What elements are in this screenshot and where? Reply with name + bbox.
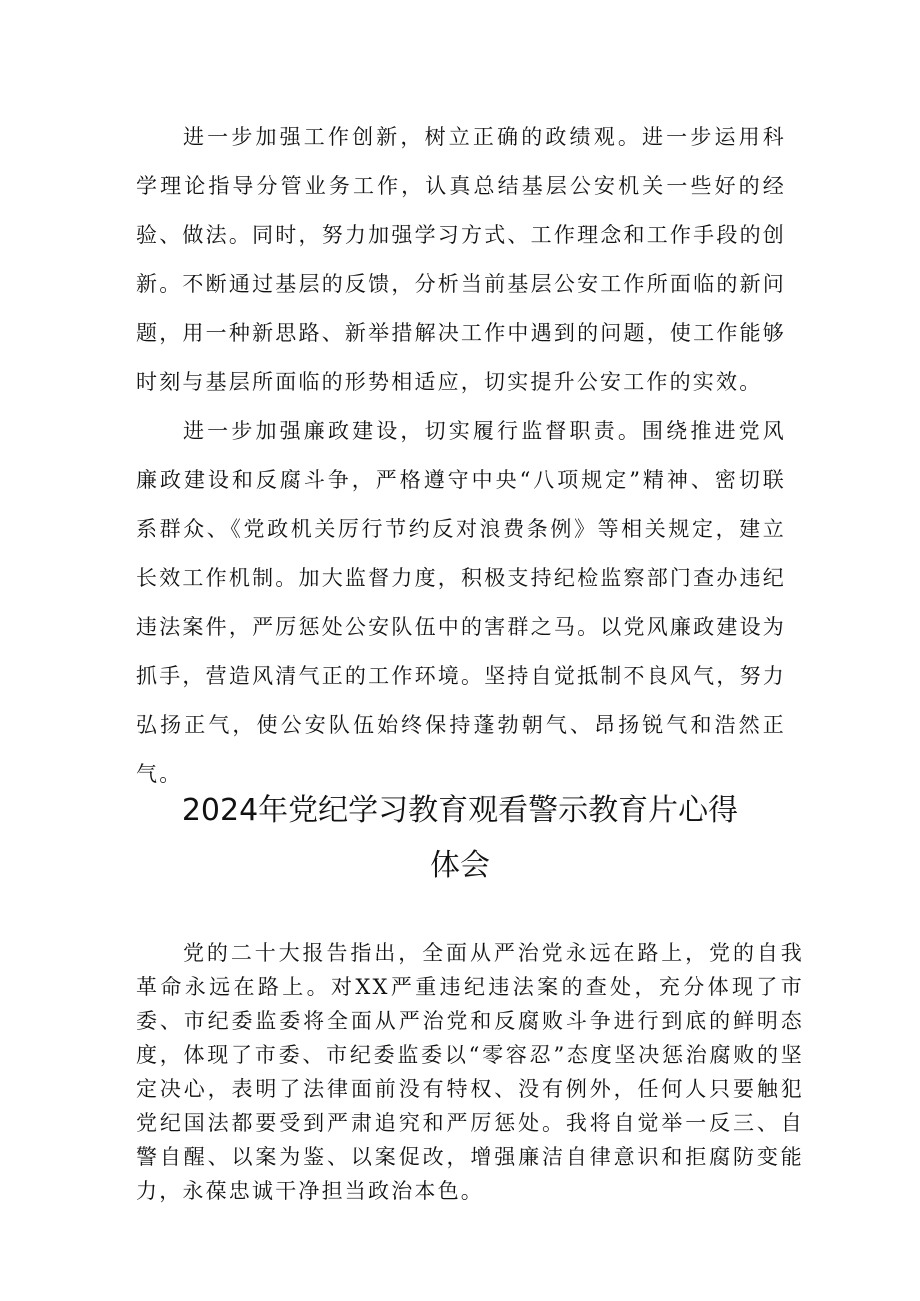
article-title	[130, 783, 790, 893]
paragraph-text: 进一步加强工作创新，树立正确的政绩观。进一步运用科学理论指导分管业务工作，认真总结基层公安机关一些好的经验、做法。同时，努力加强学习方式、工作理念和工作手段的创新。不断通过基层的反馈，分析当前基层公安工作所面临的新问题，用一种新思路、新举措解决工作中遇到的问题，使工作能够时刻与基层所面临的形势相适应，切实提升公安工作的实效。	[136, 125, 786, 394]
title-line-1: 2024年党纪学习教育观看警示教育片心得	[181, 793, 739, 828]
paragraph-text: 进一步加强廉政建设，切实履行监督职责。围绕推进党风廉政建设和反腐斗争，严格遵守中央“八项规定”精神、密切联系群众、《党政机关厉行节约反对浪费条例》等相关规定，建立长效工作机制。加大监督力度，积极支持纪检监察部门查办违纪违法案件，严厉惩处公安队伍中的害群之马。以党风廉政建设为抓手，营造风清气正的工作环境。坚持自觉抵制不良风气，努力弘扬正气，使公安队伍始终保持蓬勃朝气、昂扬锐气和浩然正气。	[136, 419, 786, 786]
paragraph-innovation	[136, 113, 786, 407]
title-line-2: 体会	[430, 848, 490, 883]
paragraph-integrity	[136, 407, 786, 799]
paragraph-report	[136, 936, 804, 1208]
paragraph-text: 党的二十大报告指出，全面从严治党永远在路上，党的自我革命永远在路上。对XX严重违纪违法案的查处，充分体现了市委、市纪委监委将全面从严治党和反腐败斗争进行到底的鲜明态度，体现了市委、市纪委监委以“零容忍”态度坚决惩治腐败的坚定决心，表明了法律面前没有特权、没有例外，任何人只要触犯党纪国法都要受到严肃追究和严厉惩处。我将自觉举一反三、自警自醒、以案为鉴、以案促改，增强廉洁自律意识和拒腐防变能力，永葆忠诚干净担当政治本色。	[136, 941, 804, 1203]
